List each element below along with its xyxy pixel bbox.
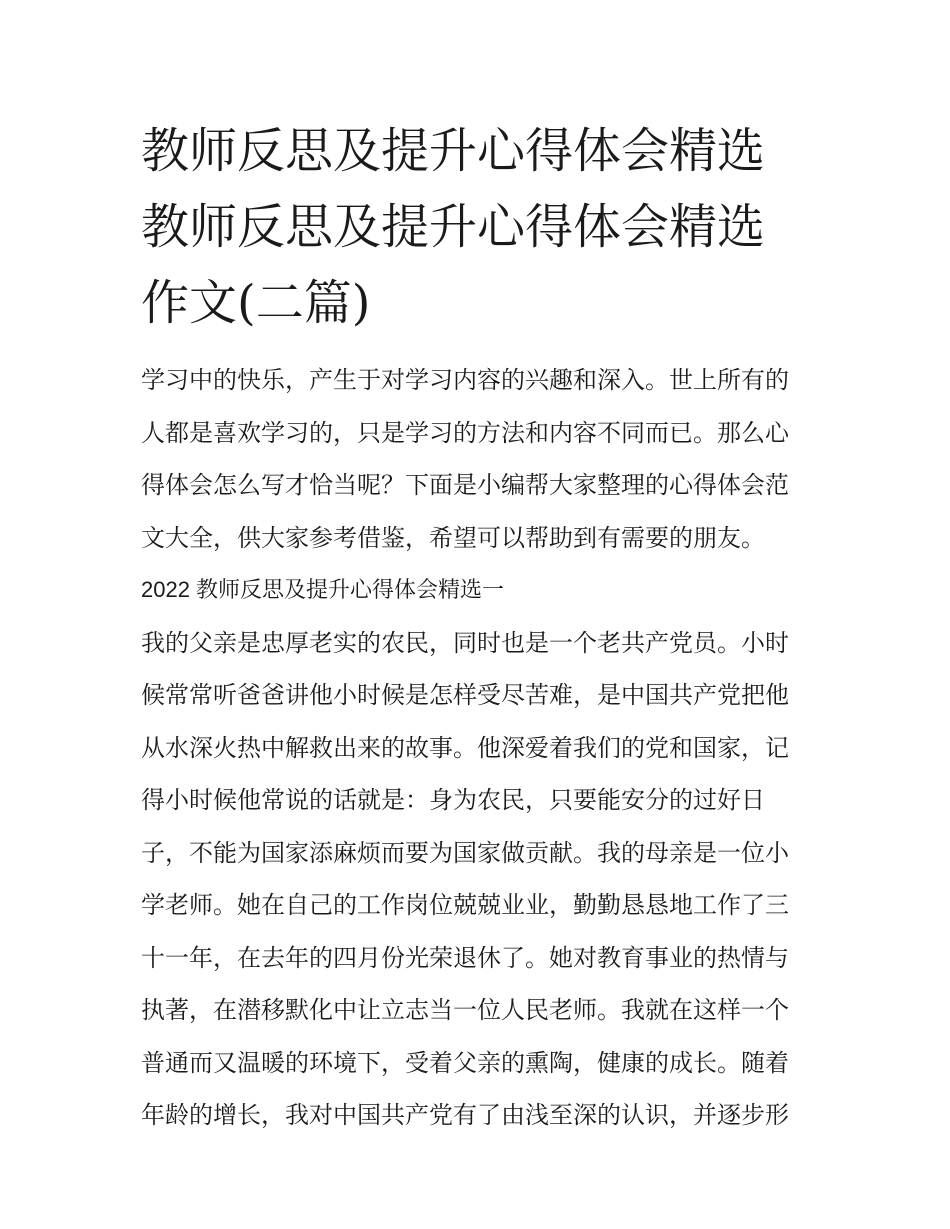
- document-title: [141, 113, 821, 341]
- section-heading: 2022 教师反思及提升心得体会精选一: [141, 577, 505, 602]
- paragraph-line: 执著，在潜移默化中让立志当一位人民老师。我就在这样一个: [141, 996, 789, 1024]
- paragraph-line: 学老师。她在自己的工作岗位兢兢业业，勤勤恳恳地工作了三: [141, 891, 789, 919]
- title-line: 教师反思及提升心得体会精选: [141, 123, 766, 179]
- paragraph-line: 十一年，在去年的四月份光荣退休了。她对教育事业的热情与: [141, 943, 789, 972]
- intro-line: 人都是喜欢学习的，只是学习的方法和内容不同而已。那么心: [141, 418, 789, 447]
- paragraph-line: 我的父亲是忠厚老实的农民，同时也是一个老共产党员。小时: [141, 628, 789, 657]
- intro-line: 得体会怎么写才恰当呢？下面是小编帮大家整理的心得体会范: [141, 471, 789, 499]
- title-line: 教师反思及提升心得体会精选: [141, 199, 766, 255]
- title-line: 作文(二篇): [141, 275, 371, 331]
- paragraph-line: 普通而又温暖的环境下，受着父亲的熏陶，健康的成长。随着: [141, 1048, 789, 1077]
- paragraph-line: 得小时候他常说的话就是：身为农民，只要能安分的过好日: [141, 786, 765, 814]
- intro-line: 文大全，供大家参考借鉴，希望可以帮助到有需要的朋友。: [141, 523, 765, 552]
- intro-line: 学习中的快乐，产生于对学习内容的兴趣和深入。世上所有的: [141, 366, 789, 394]
- paragraph-line: 候常常听爸爸讲他小时候是怎样受尽苦难，是中国共产党把他: [141, 681, 789, 709]
- document-body: [141, 354, 821, 1142]
- paragraph-line: 从水深火热中解救出来的故事。他深爱着我们的党和国家，记: [141, 733, 789, 762]
- paragraph-line: 子，不能为国家添麻烦而要为国家做贡献。我的母亲是一位小: [141, 838, 789, 867]
- paragraph-line: 年龄的增长，我对中国共产党有了由浅至深的认识，并逐步形: [141, 1101, 789, 1129]
